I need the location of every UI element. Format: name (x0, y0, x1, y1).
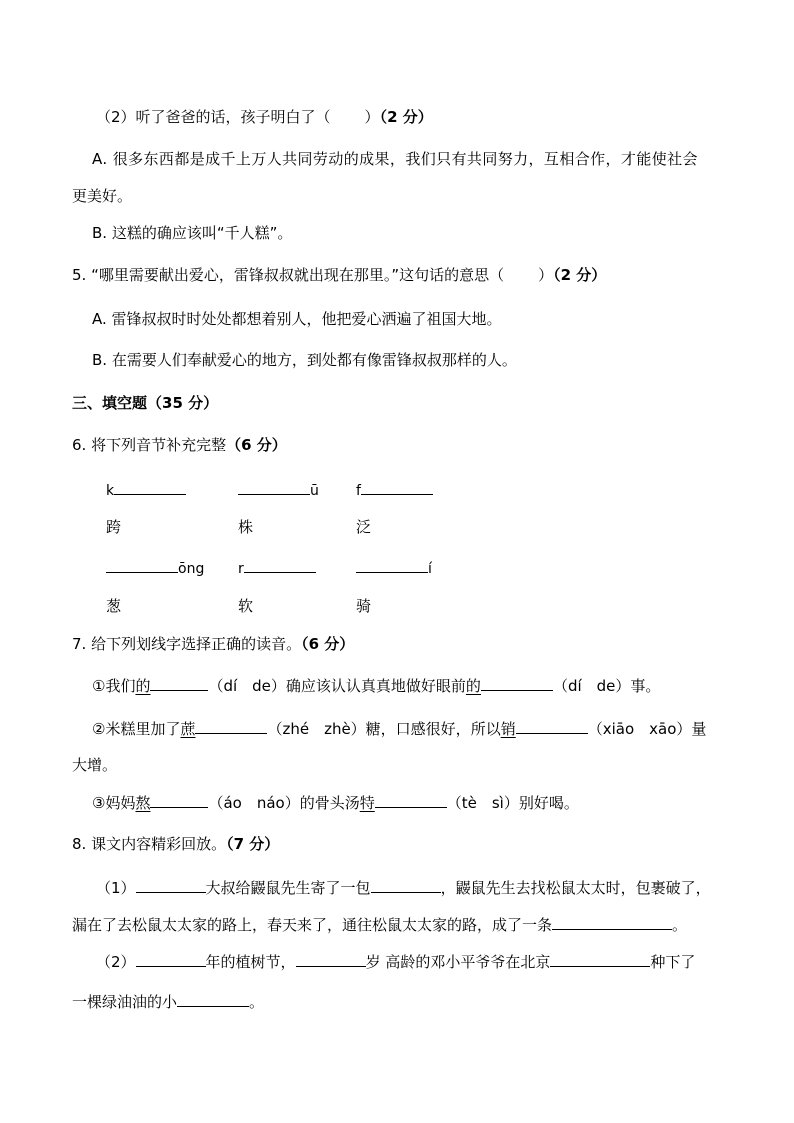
q8-part-2-line1: （2） 年的植树节， 岁 高龄的邓小平爷爷在北京 种下了 (96, 953, 696, 971)
q7-line-1: ①我们的 （dí de）确应该认认真真地做好眼前的 （dí de）事。 (92, 677, 661, 695)
fill-blank[interactable] (177, 991, 249, 1007)
q6-score: （6 分） (226, 436, 287, 454)
underlined-char: 蔗 (180, 720, 196, 738)
q7-stem-line (72, 634, 354, 654)
q7-line-2: ②米糕里加了蔗 （zhé zhè）糖，口感很好，所以销 （xiāo xāo）量 (92, 720, 707, 738)
fill-blank[interactable] (136, 951, 206, 967)
q5-stem-line (72, 265, 606, 285)
pinyin-blank[interactable] (356, 557, 428, 573)
q6-char: 泛 (356, 518, 372, 536)
pinyin-blank[interactable] (238, 479, 310, 495)
underlined-char: 的 (465, 677, 481, 695)
pinyin-blank[interactable] (244, 557, 316, 573)
q6-item-u: ū (238, 479, 319, 500)
fill-blank[interactable] (371, 877, 441, 893)
q7-line-2b: 大增。 (72, 756, 118, 774)
q6-item-ong: ōng (106, 557, 204, 578)
q7-stem: 7. 给下列划线字选择正确的读音。 (72, 635, 302, 653)
fill-blank[interactable] (136, 877, 206, 893)
q7-score: （6 分） (301, 635, 355, 653)
q6-stem: 6. 将下列音节补充完整 (72, 436, 227, 454)
q4-2-option-a-line2: 更美好。 (72, 187, 133, 205)
q8-part-2-line2: 一棵绿油油的小 。 (72, 993, 265, 1011)
q4-2-close: ） (364, 108, 380, 126)
fill-blank[interactable] (296, 951, 366, 967)
section-3-title: 三、填空题（35 分） (72, 394, 219, 412)
q6-item-k: k (106, 479, 186, 500)
underlined-char: 熬 (135, 794, 151, 812)
underlined-char: 的 (135, 677, 151, 695)
q6-item-i: í (356, 557, 432, 578)
reading-blank[interactable] (375, 792, 447, 808)
q8-part-1-line2: 漏在了去松鼠太太家的路上，春天来了，通往松鼠太太家的路，成了一条 。 (72, 916, 688, 934)
q5-score: （2 分） (553, 266, 607, 284)
q6-char: 骑 (356, 597, 372, 615)
q8-part-1-line1: （1） 大叔给鼹鼠先生寄了一包 ，鼹鼠先生去找松鼠太太时，包裹破了， (96, 879, 711, 897)
q6-char: 软 (238, 597, 254, 615)
reading-blank[interactable] (516, 718, 588, 734)
pinyin-blank[interactable] (114, 479, 186, 495)
q6-char: 跨 (106, 518, 122, 536)
q4-2-stem-line (96, 107, 433, 127)
q4-2-stem: （2）听了爸爸的话，孩子明白了（ (96, 108, 331, 126)
q4-2-option-a-line1: A. 很多东西都是成千上万人共同劳动的成果，我们只有共同努力，互相合作，才能使社会 (92, 150, 698, 168)
reading-blank[interactable] (150, 675, 208, 691)
q6-item-r: r (238, 557, 316, 578)
underlined-char: 特 (359, 794, 375, 812)
pinyin-blank[interactable] (361, 479, 433, 495)
q6-char: 葱 (106, 597, 122, 615)
reading-blank[interactable] (150, 792, 208, 808)
q8-stem-line (72, 834, 279, 854)
q6-item-f: f (356, 479, 433, 500)
q5-stem: 5. “哪里需要献出爱心，雷锋叔叔就出现在那里。”这句话的意思（ (72, 266, 505, 284)
q6-stem-line (72, 435, 287, 455)
q7-line-3: ③妈妈熬 （áo náo）的骨头汤特 （tè sì）别好喝。 (92, 794, 579, 812)
q5-option-a: A. 雷锋叔叔时时处处都想着别人，他把爱心洒遍了祖国大地。 (92, 310, 502, 328)
pinyin-blank[interactable] (106, 557, 178, 573)
q5-close: ） (538, 266, 554, 284)
q8-stem: 8. 课文内容精彩回放。 (72, 835, 227, 853)
q8-score: （7 分） (226, 835, 280, 853)
fill-blank[interactable] (552, 914, 672, 930)
q4-2-score: （2 分） (379, 108, 433, 126)
q4-2-option-b: B. 这糕的确应该叫“千人糕”。 (92, 224, 293, 242)
q6-char: 株 (238, 518, 254, 536)
reading-blank[interactable] (195, 718, 267, 734)
reading-blank[interactable] (481, 675, 553, 691)
q5-option-b: B. 在需要人们奉献爱心的地方，到处都有像雷锋叔叔那样的人。 (92, 351, 517, 369)
underlined-char: 销 (500, 720, 516, 738)
fill-blank[interactable] (550, 951, 650, 967)
